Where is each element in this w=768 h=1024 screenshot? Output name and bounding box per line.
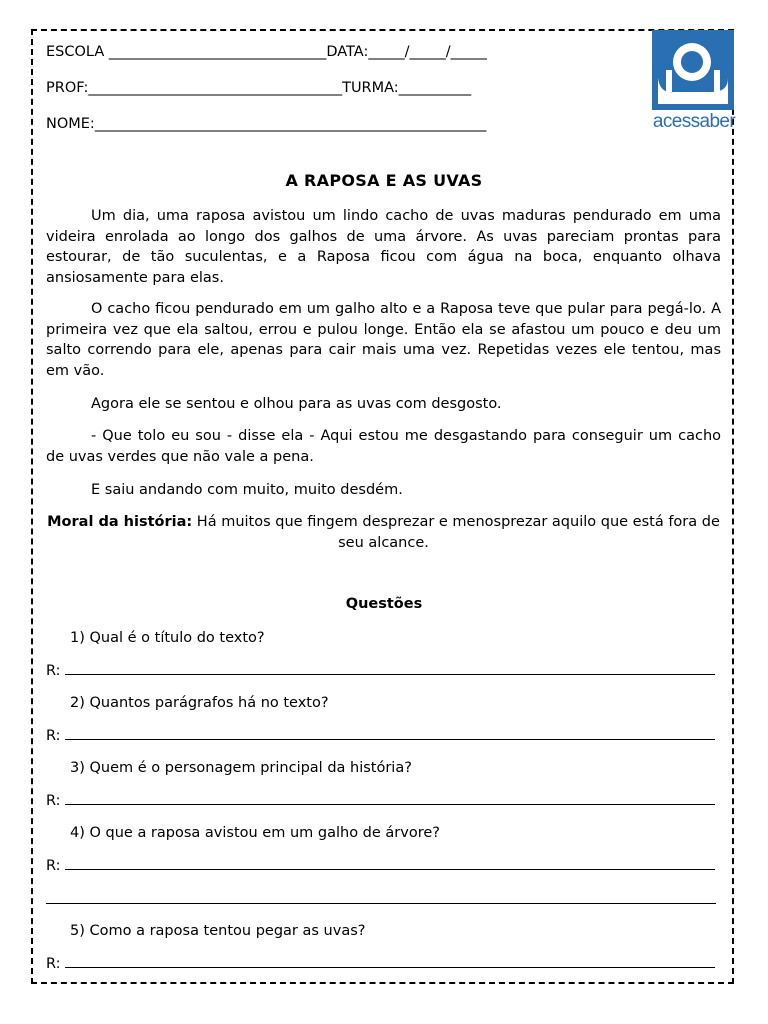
- moral-label: Moral da história:: [47, 514, 193, 530]
- acessaber-logo-icon: [652, 30, 734, 110]
- escola-data-line: ESCOLA ______________________________DATA:_____/_____/_____: [46, 44, 487, 60]
- paragraph-4: - Que tolo eu sou - disse ela - Aqui estou me desgastando para conseguir um cacho de uvas verdes que não vale a pena.: [46, 428, 721, 465]
- question-4: 4) O que a raposa avistou em um galho de árvore?: [70, 825, 440, 841]
- answer-line-2[interactable]: [46, 727, 715, 744]
- logo-wordmark: acessaber: [652, 111, 736, 132]
- acessaber-logo: [650, 30, 738, 130]
- page-title: A RAPOSA E AS UVAS: [285, 171, 483, 190]
- moral-of-story: [46, 512, 721, 554]
- question-2: 2) Quantos parágrafos há no texto?: [70, 695, 329, 711]
- questions-heading: Questões: [345, 596, 423, 612]
- answer-label: R:: [46, 728, 61, 744]
- answer-line-5[interactable]: [46, 955, 715, 972]
- answer-label: R:: [46, 858, 61, 874]
- question-3: 3) Quem é o personagem principal da história?: [70, 760, 412, 776]
- answer-line-4[interactable]: [46, 857, 715, 874]
- moral-text: Há muitos que fingem desprezar e menosprezar aquilo que está fora de seu alcance.: [192, 514, 720, 551]
- nome-line: NOME:______________________________________________________: [46, 116, 487, 132]
- answer-label: R:: [46, 793, 61, 809]
- answer-line-3[interactable]: [46, 792, 715, 809]
- question-1: 1) Qual é o título do texto?: [70, 630, 265, 646]
- question-5: 5) Como a raposa tentou pegar as uvas?: [70, 923, 366, 939]
- answer-line-1[interactable]: [46, 662, 715, 679]
- answer-line-4-extra[interactable]: [46, 903, 716, 904]
- prof-turma-line: PROF:___________________________________TURMA:__________: [46, 80, 472, 96]
- paragraph-2: O cacho ficou pendurado em um galho alto e a Raposa teve que pular para pegá-lo. A primeira vez que ela saltou, errou e pulou longe. Então ela se afastou um pouco e deu um salto correndo para ele, apenas para cair mais uma vez. Repetidas vezes ele tentou, mas em vão.: [46, 301, 721, 379]
- paragraph-3: Agora ele se sentou e olhou para as uvas com desgosto.: [91, 396, 502, 412]
- answer-label: R:: [46, 663, 61, 679]
- paragraph-1: Um dia, uma raposa avistou um lindo cacho de uvas maduras pendurado em uma videira enrolada ao longo dos galhos de uma árvore. As uvas pareciam prontas para estourar, de tão suculentas, e a Raposa ficou com água na boca, enquanto olhava ansiosamente para elas.: [46, 208, 721, 286]
- paragraph-5: E saiu andando com muito, muito desdém.: [91, 482, 403, 498]
- answer-label: R:: [46, 956, 61, 972]
